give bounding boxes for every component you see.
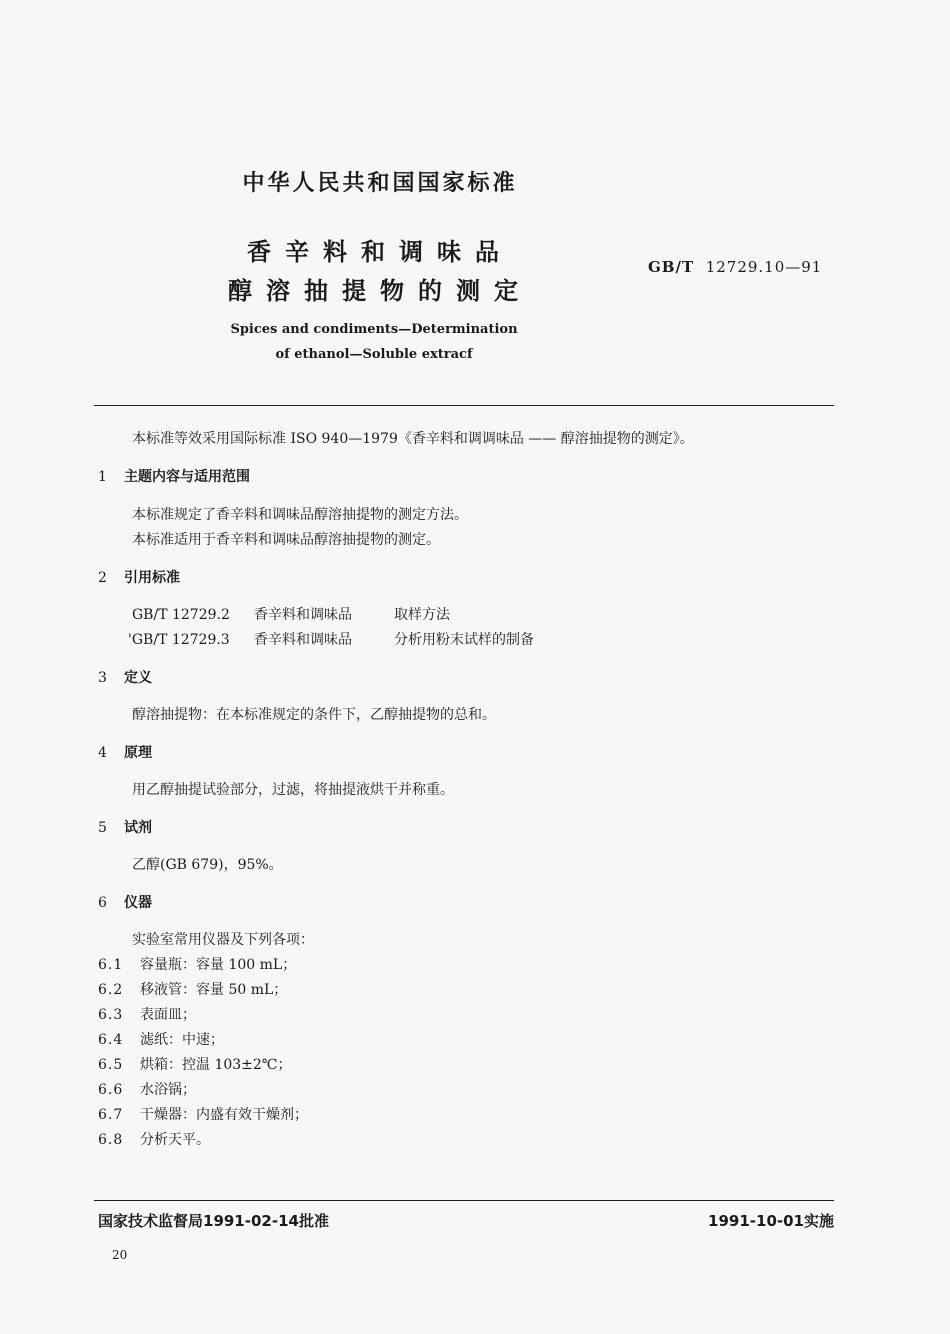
header-divider <box>94 405 834 406</box>
section-1-heading <box>98 466 250 486</box>
item-number: 6.8 <box>98 1132 124 1148</box>
section-title: 引用标准 <box>124 570 180 586</box>
item-number: 6.2 <box>98 982 124 998</box>
item-number: 6.5 <box>98 1057 124 1073</box>
section-title: 仪器 <box>124 895 152 911</box>
section-5-heading <box>98 817 152 837</box>
reference-name: 香辛料和调味品 <box>254 632 352 648</box>
definition-paragraph: 醇溶抽提物：在本标准规定的条件下，乙醇抽提物的总和。 <box>132 707 496 723</box>
reference-title: 分析用粉末试样的制备 <box>394 632 534 648</box>
reagent-paragraph: 乙醇(GB 679)，95%。 <box>132 857 283 873</box>
footer-divider <box>94 1200 834 1201</box>
standard-code-number: 12729.10—91 <box>705 258 823 276</box>
item-number: 6.1 <box>98 957 124 973</box>
section-2-heading <box>98 567 180 587</box>
section-number: 1 <box>98 469 107 485</box>
section-3-heading <box>98 667 152 687</box>
section-number: 2 <box>98 570 107 586</box>
title-en-line2: of ethanol—Soluble extracf <box>275 347 473 362</box>
item-text: 烘箱：控温 103±2℃； <box>140 1057 292 1073</box>
page-number: 20 <box>112 1248 128 1262</box>
section-number: 6 <box>98 895 107 911</box>
standard-code <box>648 258 822 276</box>
item-number: 6.6 <box>98 1082 124 1098</box>
apparatus-item <box>98 1129 210 1149</box>
s1-paragraph-2: 本标准适用于香辛料和调味品醇溶抽提物的测定。 <box>132 532 440 548</box>
item-text: 移液管：容量 50 mL； <box>140 982 288 998</box>
section-4-heading <box>98 742 152 762</box>
national-standard-heading: 中华人民共和国国家标准 <box>242 171 518 196</box>
section-title: 原理 <box>124 745 152 761</box>
s1-paragraph-1: 本标准规定了香辛料和调味品醇溶抽提物的测定方法。 <box>132 507 468 523</box>
apparatus-item <box>98 1079 196 1099</box>
apparatus-item <box>98 979 287 999</box>
principle-paragraph: 用乙醇抽提试验部分，过滤，将抽提液烘干并称重。 <box>132 782 454 798</box>
reference-code: 'GB/T 12729.3 <box>128 632 230 648</box>
item-number: 6.7 <box>98 1107 124 1123</box>
apparatus-item <box>98 1004 196 1024</box>
item-text: 干燥器：内盛有效干燥剂； <box>140 1107 308 1123</box>
item-text: 容量瓶：容量 100 mL； <box>140 957 297 973</box>
apparatus-item <box>98 1029 224 1049</box>
section-title: 主题内容与适用范围 <box>124 469 250 485</box>
apparatus-item <box>98 1104 308 1124</box>
item-text: 分析天平。 <box>140 1132 210 1148</box>
apparatus-item <box>98 954 296 974</box>
effective-date: 1991-10-01实施 <box>708 1212 834 1230</box>
section-number: 3 <box>98 670 107 686</box>
title-cn-line1: 香辛料和调味品 <box>247 238 513 266</box>
item-number: 6.4 <box>98 1032 124 1048</box>
standard-code-prefix: GB/T <box>648 258 695 276</box>
approval-date: 国家技术监督局1991-02-14批准 <box>98 1212 329 1230</box>
section-title: 定义 <box>124 670 152 686</box>
reference-row <box>128 629 534 649</box>
item-text: 水浴锅； <box>140 1082 196 1098</box>
item-text: 滤纸：中速； <box>140 1032 224 1048</box>
reference-title: 取样方法 <box>394 607 450 623</box>
section-number: 4 <box>98 745 107 761</box>
item-text: 表面皿； <box>140 1007 196 1023</box>
reference-name: 香辛料和调味品 <box>254 607 352 623</box>
section-6-heading <box>98 892 152 912</box>
title-en-line1: Spices and condiments—Determination <box>230 322 518 337</box>
apparatus-intro: 实验室常用仪器及下列各项： <box>132 932 314 948</box>
title-cn-line2: 醇溶抽提物的测定 <box>228 277 532 305</box>
reference-row <box>132 604 450 624</box>
reference-code: GB/T 12729.2 <box>132 607 230 623</box>
apparatus-item <box>98 1054 291 1074</box>
section-number: 5 <box>98 820 107 836</box>
section-title: 试剂 <box>124 820 152 836</box>
intro-paragraph: 本标准等效采用国际标准 ISO 940—1979《香辛料和调调味品 —— 醇溶抽提物的测定》。 <box>132 431 694 447</box>
item-number: 6.3 <box>98 1007 124 1023</box>
